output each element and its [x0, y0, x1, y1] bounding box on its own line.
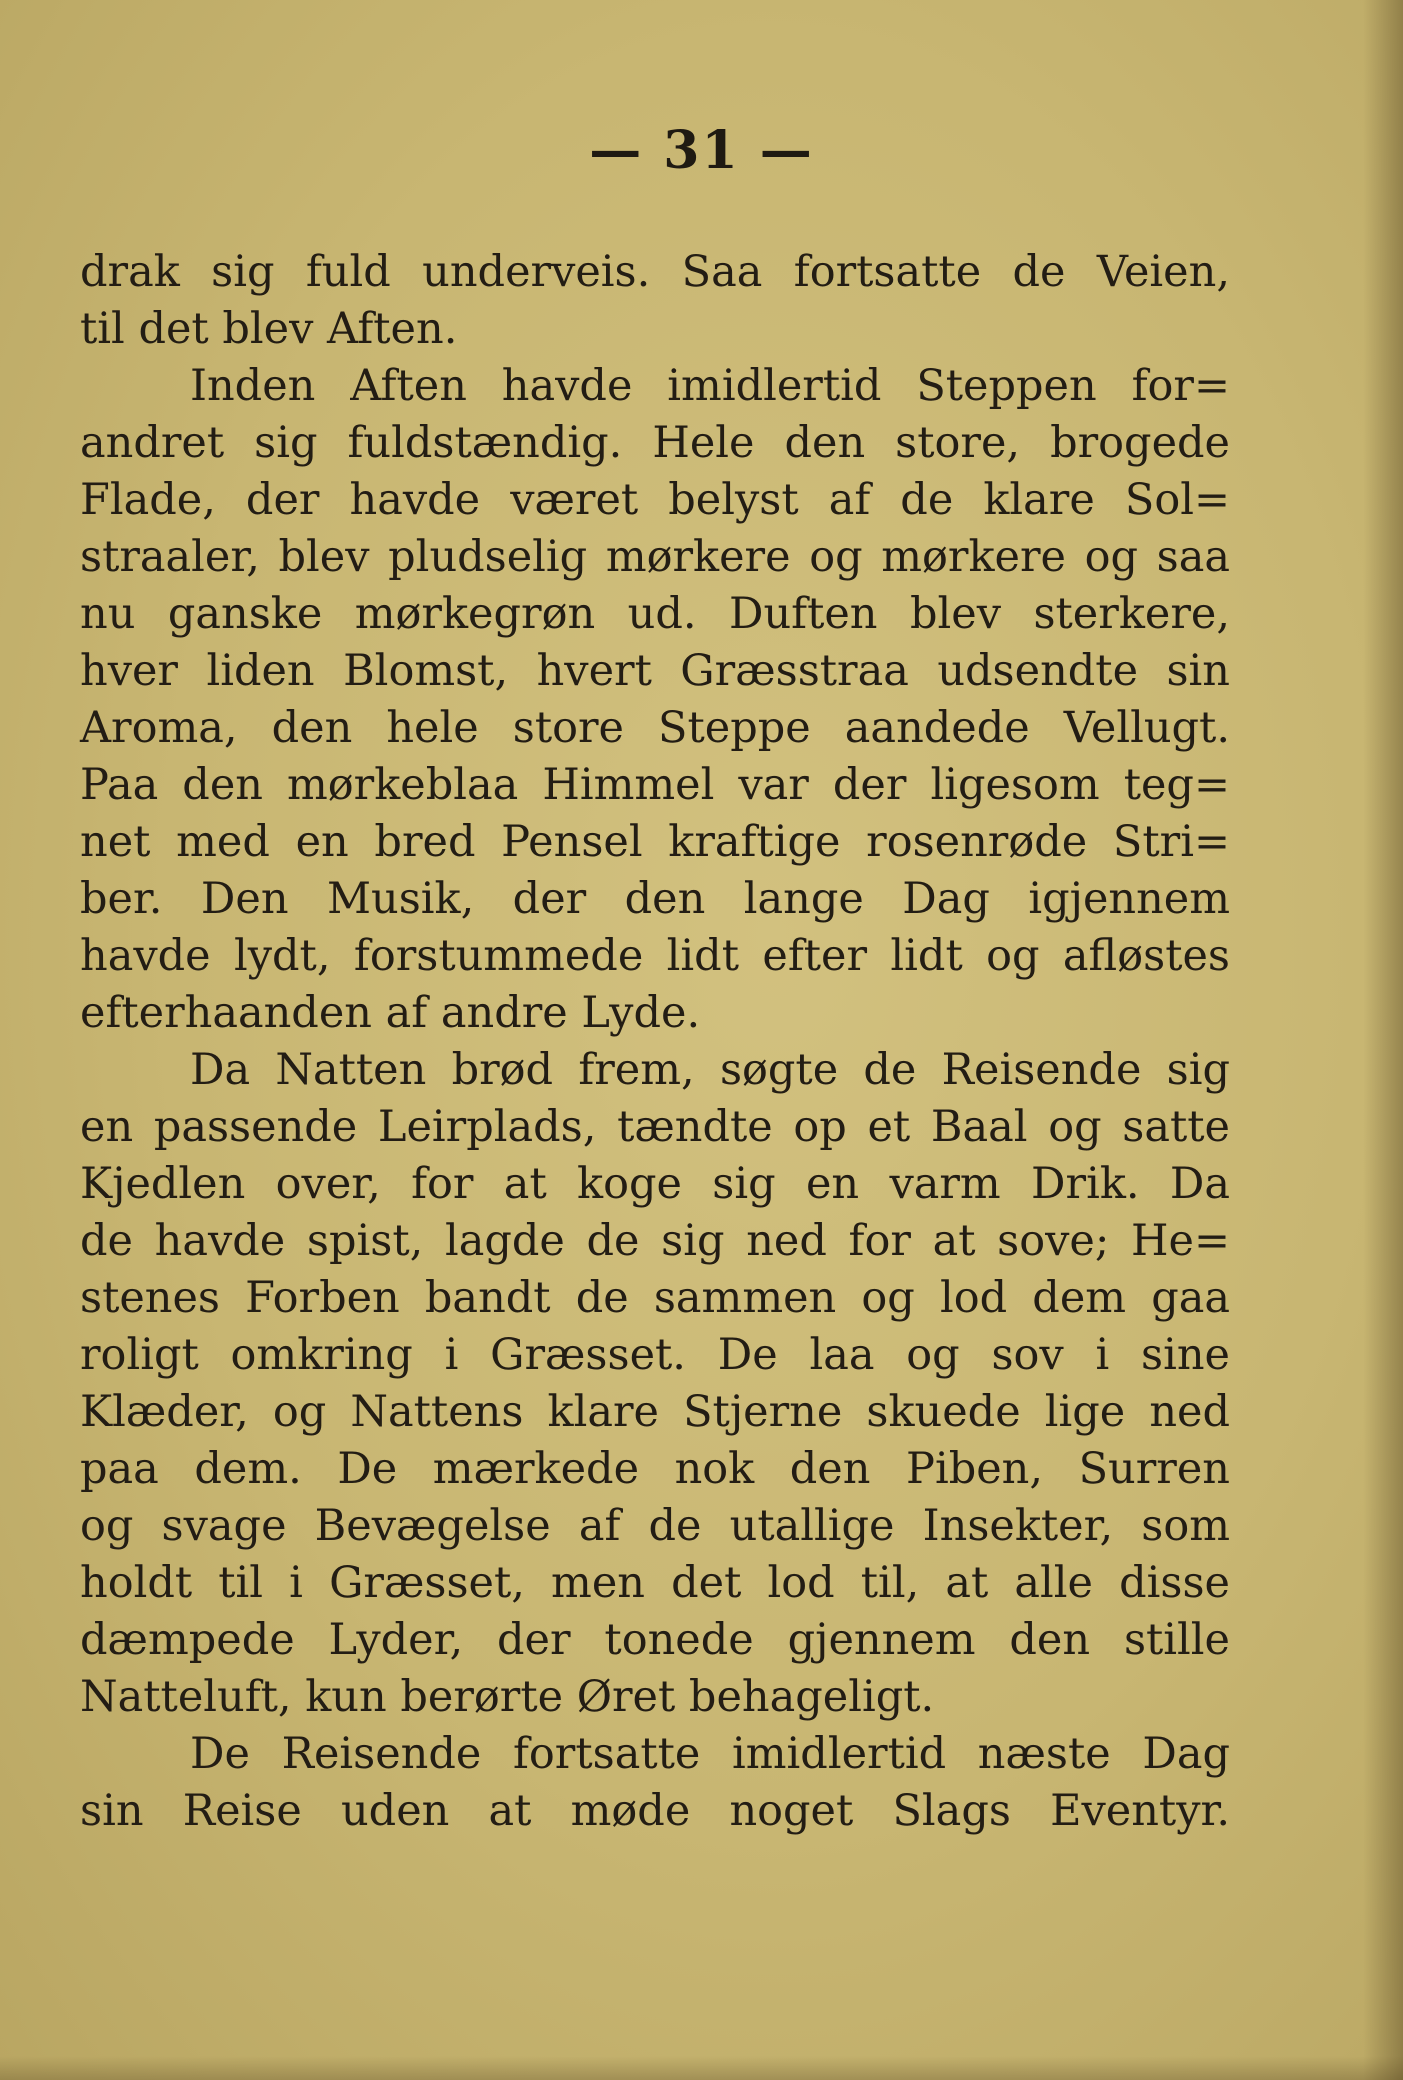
text-line: straaler, blev pludselig mørkere og mørkere og saa	[80, 532, 1230, 582]
text-line: havde lydt, forstummede lidt efter lidt og afløstes	[80, 931, 1230, 981]
text-line: Flade, der havde været belyst af de klare Sol=	[80, 475, 1230, 525]
text-line: Aroma, den hele store Steppe aandede Vellugt.	[80, 703, 1230, 753]
text-line: holdt til i Græsset, men det lod til, at alle disse	[80, 1558, 1230, 1608]
text-line: ber. Den Musik, der den lange Dag igjennem	[80, 874, 1230, 924]
text-line: paa dem. De mærkede nok den Piben, Surren	[80, 1444, 1230, 1494]
text-line: de havde spist, lagde de sig ned for at sove; He=	[80, 1216, 1230, 1266]
text-line: dæmpede Lyder, der tonede gjennem den stille	[80, 1615, 1230, 1665]
body-text	[80, 244, 1230, 1840]
text-line: De Reisende fortsatte imidlertid næste Dag	[190, 1729, 1230, 1779]
text-line: Da Natten brød frem, søgte de Reisende sig	[190, 1045, 1230, 1095]
text-line: og svage Bevægelse af de utallige Insekter, som	[80, 1501, 1230, 1551]
text-line: andret sig fuldstændig. Hele den store, brogede	[80, 418, 1230, 468]
text-line: Inden Aften havde imidlertid Steppen for=	[190, 361, 1230, 411]
text-line: til det blev Aften.	[80, 304, 458, 354]
text-line: nu ganske mørkegrøn ud. Duften blev sterkere,	[80, 589, 1230, 639]
text-line: net med en bred Pensel kraftige rosenrøde Stri=	[80, 817, 1230, 867]
page-number: — 31 —	[589, 120, 814, 181]
text-line: Paa den mørkeblaa Himmel var der ligesom teg=	[80, 760, 1230, 810]
text-line: Natteluft, kun berørte Øret behageligt.	[80, 1672, 935, 1722]
text-line: roligt omkring i Græsset. De laa og sov i sine	[80, 1330, 1230, 1380]
text-line: stenes Forben bandt de sammen og lod dem gaa	[80, 1273, 1230, 1323]
text-line: Kjedlen over, for at koge sig en varm Drik. Da	[80, 1159, 1230, 1209]
text-line: efterhaanden af andre Lyde.	[80, 988, 701, 1038]
text-line: Klæder, og Nattens klare Stjerne skuede lige ned	[80, 1387, 1230, 1437]
text-line: hver liden Blomst, hvert Græsstraa udsendte sin	[80, 646, 1230, 696]
page-bottom-edge	[0, 2056, 1403, 2080]
text-line: drak sig fuld underveis. Saa fortsatte de Veien,	[80, 247, 1230, 297]
page-edge-shadow	[1363, 0, 1403, 2080]
text-line: sin Reise uden at møde noget Slags Eventyr.	[80, 1786, 1230, 1836]
text-line: en passende Leirplads, tændte op et Baal og satte	[80, 1102, 1230, 1152]
